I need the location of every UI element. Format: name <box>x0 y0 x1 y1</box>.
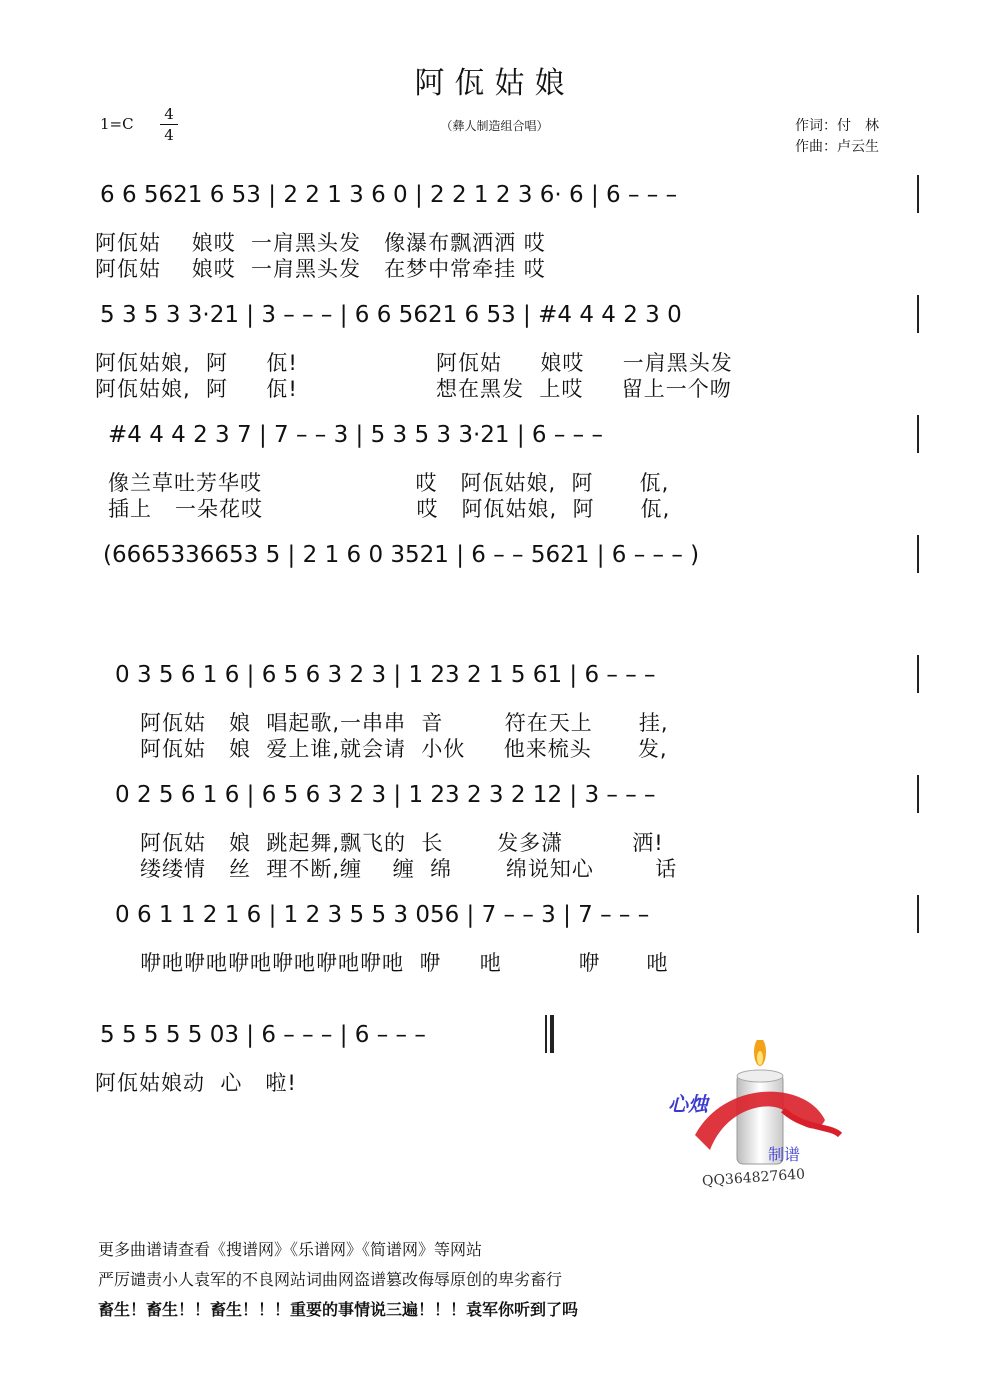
barline <box>917 895 919 933</box>
lyrics-row-2a: 阿佤姑娘, 阿 佤! 阿佤姑 娘哎 一肩黑头发 <box>95 351 733 375</box>
meter-bottom: 4 <box>164 126 174 144</box>
meter-top: 4 <box>164 105 174 123</box>
lyrics-row-5a: 阿佤姑 娘 唱起歌,一串串 音 符在天上 挂, <box>140 711 669 735</box>
key-signature: 1=C <box>100 115 134 133</box>
lyrics-row-1b: 阿佤姑 娘哎 一肩黑头发 在梦中常牵挂 哎 <box>95 257 546 281</box>
notation-row-3: #4 4 4 2 3 7 | 7 – – 3 | 5 3 5 3 3·21 | 6 – – – <box>108 422 603 448</box>
notation-row-8: 5 5 5 5 5 03 | 6 – – – | 6 – – – <box>100 1022 426 1048</box>
notation-row-1: 6 6 5621 6 53 | 2 2 1 3 6 0 | 2 2 1 2 3 6· 6 | 6 – – – <box>100 182 678 208</box>
lyrics-row-6b: 缕缕情 丝 理不断,缠 缠 绵 绵说知心 话 <box>140 857 678 881</box>
barline <box>917 415 919 453</box>
watermark-label: 制谱 <box>768 1145 801 1164</box>
notation-row-5: 0 3 5 6 1 6 | 6 5 6 3 2 3 | 1 23 2 1 5 61 | 6 – – – <box>115 662 656 688</box>
watermark-brand: 心烛 <box>668 1092 708 1116</box>
barline <box>917 295 919 333</box>
notation-row-4: (6665336653 5 | 2 1 6 0 3521 | 6 – – 5621 | 6 – – – ) <box>103 542 700 568</box>
lyrics-row-3b: 插上 一朵花哎 哎 阿佤姑娘, 阿 佤, <box>108 497 671 521</box>
notation-row-6: 0 2 5 6 1 6 | 6 5 6 3 2 3 | 1 23 2 3 2 12 | 3 – – – <box>115 782 656 808</box>
barline <box>917 535 919 573</box>
song-title: 阿佤姑娘 <box>414 66 575 101</box>
footer-line-1: 更多曲谱请查看《搜谱网》《乐谱网》《简谱网》等网站 <box>98 1240 483 1259</box>
notation-row-7: 0 6 1 1 2 1 6 | 1 2 3 5 5 3 056 | 7 – – 3 | 7 – – – <box>115 902 650 928</box>
composer-credit: 作曲：卢云生 <box>795 139 879 155</box>
barline <box>917 775 919 813</box>
lyrics-row-2b: 阿佤姑娘, 阿 佤! 想在黑发 上哎 留上一个吻 <box>95 377 732 401</box>
barline <box>917 175 919 213</box>
final-barline-thick <box>550 1015 554 1053</box>
final-barline-thin <box>545 1015 547 1053</box>
performer-note: （彝人制造组合唱） <box>440 119 549 133</box>
footer-line-2: 严厉谴责小人袁军的不良网站词曲网盗谱篡改侮辱原创的卑劣畜行 <box>98 1270 563 1289</box>
lyrics-row-3a: 像兰草吐芳华哎 哎 阿佤姑娘, 阿 佤, <box>108 471 670 495</box>
barline <box>917 655 919 693</box>
lyricist-credit: 作词：付 林 <box>795 118 879 134</box>
footer-line-3: 畜生！畜生！！畜生！！！重要的事情说三遍！！！袁军你听到了吗 <box>98 1300 579 1319</box>
lyrics-row-5b: 阿佤姑 娘 爱上谁,就会请 小伙 他来梳头 发, <box>140 737 668 761</box>
lyrics-row-6a: 阿佤姑 娘 跳起舞,飘飞的 长 发多潇 洒! <box>140 831 664 855</box>
lyrics-row-7a: 咿吔咿吔咿吔咿吔咿吔咿吔 咿 吔 咿 吔 <box>140 951 669 975</box>
watermark-qq: QQ364827640 <box>701 1166 806 1190</box>
lyrics-row-1a: 阿佤姑 娘哎 一肩黑头发 像瀑布飘洒洒 哎 <box>95 231 546 255</box>
notation-row-2: 5 3 5 3 3·21 | 3 – – – | 6 6 5621 6 53 | #4 4 4 2 3 0 <box>100 302 682 328</box>
lyrics-row-8a: 阿佤姑娘动 心 啦! <box>95 1071 297 1095</box>
